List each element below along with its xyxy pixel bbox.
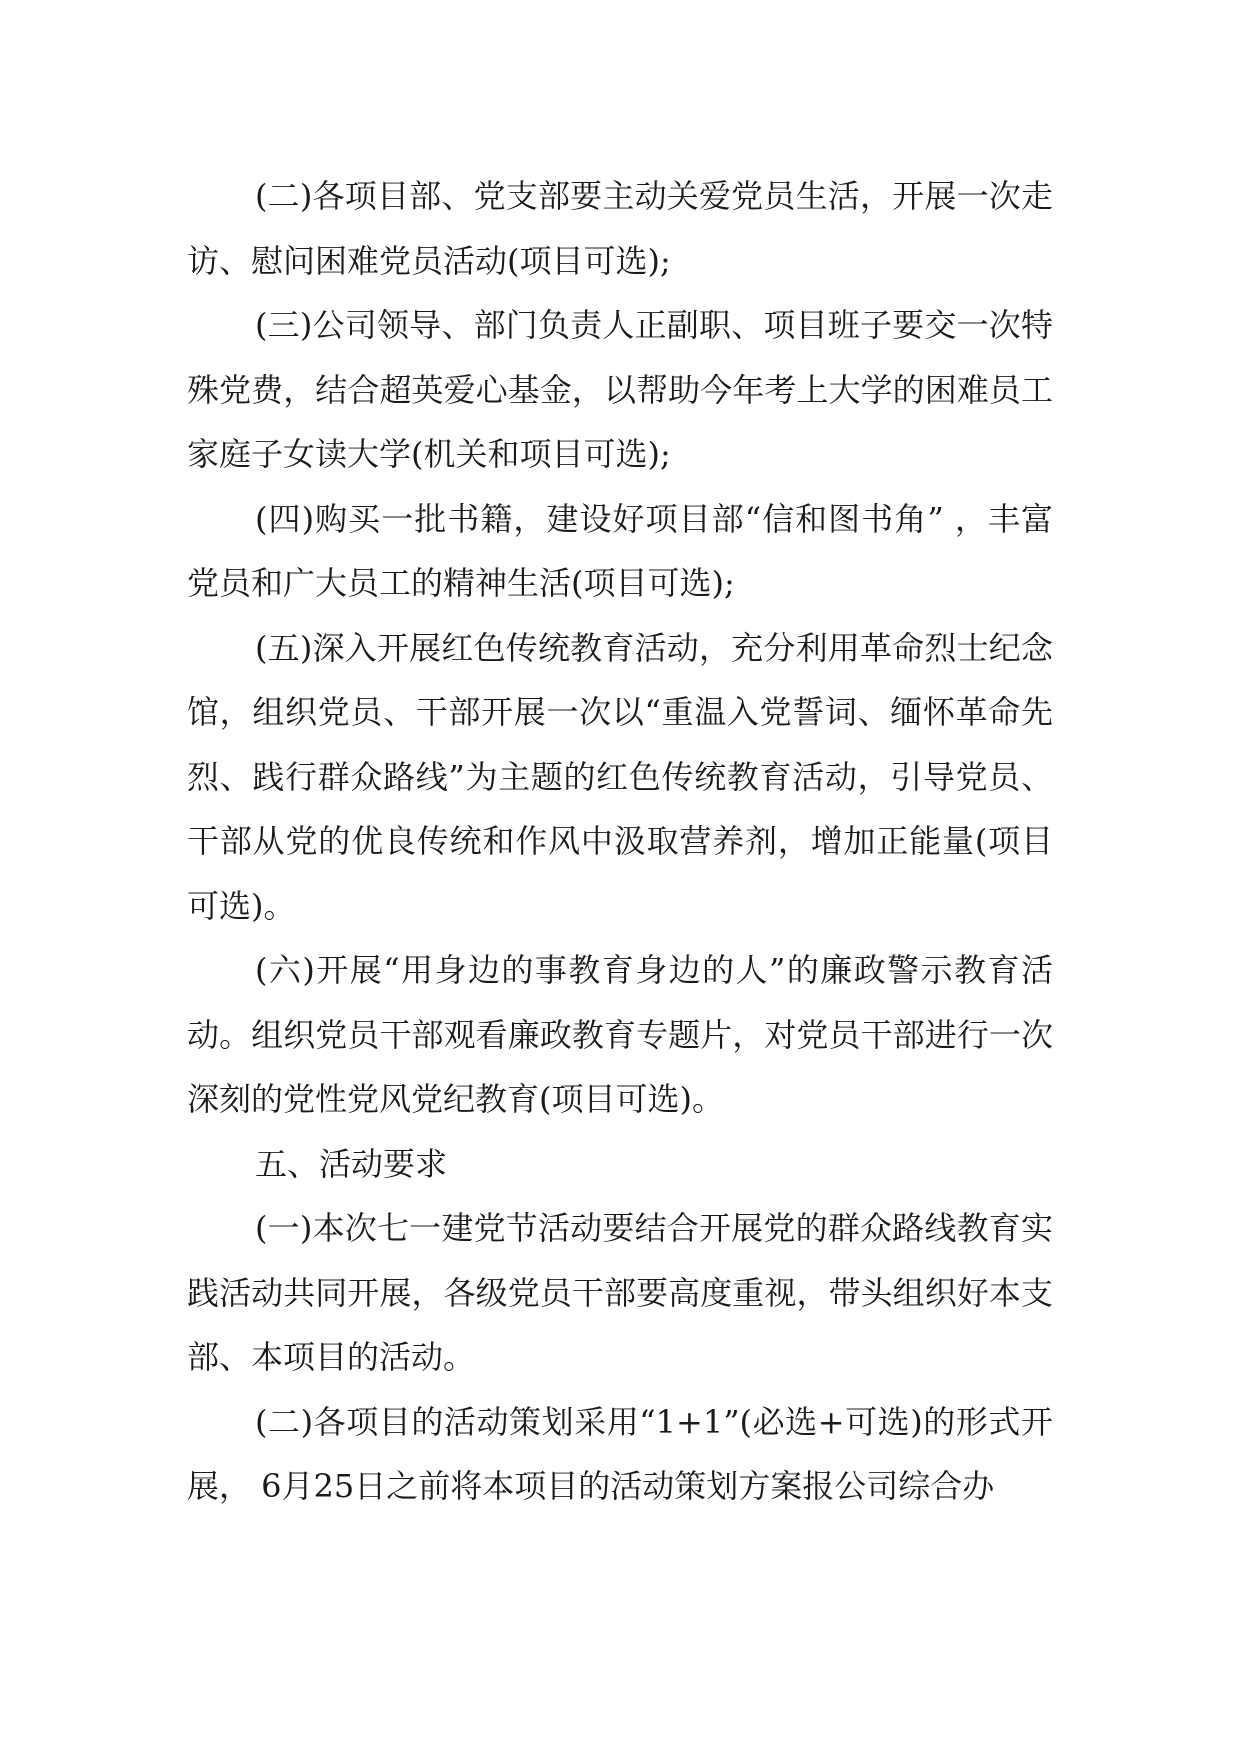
- requirement-item-1: (一)本次七一建党节活动要结合开展党的群众路线教育实践活动共同开展，各级党员干部要高度重视，带头组织好本支部、本项目的活动。: [187, 1209, 1053, 1376]
- paragraph-item-5: (五)深入开展红色传统教育活动，充分利用革命烈士纪念馆，组织党员、干部开展一次以“重温入党誓词、缅怀革命先烈、践行群众路线”为主题的红色传统教育活动，引导党员、干部从党的优良传统和作风中汲取营养剂，增加正能量(项目可选)。: [187, 628, 1053, 925]
- paragraph-item-6: (六)开展“用身边的事教育身边的人”的廉政警示教育活动。组织党员干部观看廉政教育专题片，对党员干部进行一次深刻的党性党风党纪教育(项目可选)。: [187, 951, 1053, 1118]
- paragraph-item-4: (四)购买一批书籍，建设好项目部“信和图书角” ，丰富党员和广大员工的精神生活(项目可选);: [187, 499, 1053, 602]
- section-heading: 五、活动要求: [255, 1144, 448, 1183]
- document-body: [187, 164, 1053, 1519]
- requirement-item-2: (二)各项目的活动策划采用“1+1”(必选+可选)的形式开展， 6月25日之前将本项目的活动策划方案报公司综合办: [187, 1402, 1053, 1505]
- paragraph-item-3: (三)公司领导、部门负责人正副职、项目班子要交一次特殊党费，结合超英爱心基金，以帮助今年考上大学的困难员工家庭子女读大学(机关和项目可选);: [187, 306, 1053, 473]
- paragraph-item-2: (二)各项目部、党支部要主动关爱党员生活，开展一次走访、慰问困难党员活动(项目可选);: [187, 177, 1053, 280]
